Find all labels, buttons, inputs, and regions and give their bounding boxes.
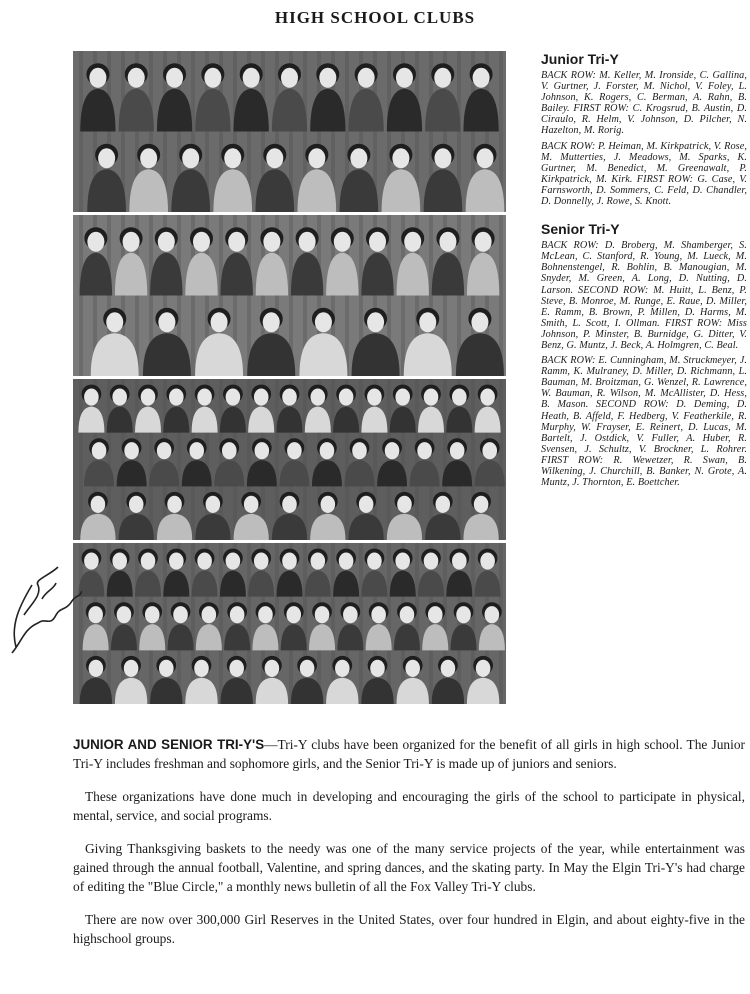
senior-roster-2: BACK ROW: E. Cunningham, M. Struckmeyer, J. Ramm, K. Mulraney, D. Miller, D. Richmann, L. Bauman, M. Broitzman, G. Wenzel, R. Lawrence, W. Bauman, R. Wilson, M. McAllister, D. Hess, B. Mason. SECOND ROW: D. Deming, D. Heath, B. Affeld, F. Hedberg, V. Featherkile, R. Murphy, W. Frayser, E. Reinert, D. Lucas, M. Bartelt, J. Ostdick, V. Fuller, A. Huber, R. Svensen, J. Schultz, V. Brockner, L. Rohrer. FIRST ROW: R. Wewetzer, R. Swan, B. Wilkening, J. Churchill, B. Banker, N. Grote, A. Muntz, J. Thornton, E. Boettcher. (541, 355, 747, 489)
article-lead-text: —Tri-Y clubs have been organized for the benefit of all girls in high school. The Junior Tri-Y includes freshman and sophomore girls, and the Senior Tri-Y is made up of juniors and seniors. (73, 737, 745, 771)
article-paragraph-2: These organizations have done much in developing and encouraging the girls of the school to participate in physical, mental, service, and social programs. (73, 789, 745, 823)
article-paragraph-1 (73, 735, 745, 773)
article-paragraph-3: Giving Thanksgiving baskets to the needy was one of the many service projects of the year, while entertainment was gained through the annual football, Valentine, and spring dances, and the skating party. In May the Elgin Tri-Y's had charge of editing the "Blue Circle," a monthly news bulletin of all the Fox Valley Tri-Y clubs. (73, 841, 745, 894)
handwritten-signature (2, 555, 82, 655)
club-photo-4 (73, 543, 506, 704)
article-body (73, 735, 745, 962)
junior-roster-1: BACK ROW: M. Keller, M. Ironside, C. Gallina, V. Gurtner, J. Forster, M. Nichol, V. Foley, L. Johnson, K. Rogers, C. Berman, A. Rahn, B. Bailey. FIRST ROW: C. Krogsrud, B. Austin, D. Ciraulo, R. Helm, V. Johnson, D. Pilcher, N. Hazelton, M. Rorig. (541, 70, 747, 137)
club-photo-3 (73, 379, 506, 540)
junior-triy-heading: Junior Tri-Y (541, 51, 619, 67)
junior-roster-2: BACK ROW: P. Heiman, M. Kirkpatrick, V. Rose, M. Mutterties, J. Meadows, M. Sparks, K. Gurtner, M. Benedict, M. Greenawalt, P. Kirkpatrick, M. Kirk. FIRST ROW: G. Case, V. Farnsworth, D. Sommers, C. Feld, D. Chandler, D. Donnelly, J. Rowe, S. Knott. (541, 140, 747, 208)
senior-roster-1: BACK ROW: D. Broberg, M. Shamberger, S. McLean, C. Stanford, R. Young, M. Lueck, M. Bohnenstengel, R. Bohlin, B. Manougian, M. Snyder, M. Green, A. Long, D. Nutting, D. Larson. SECOND ROW: M. Huitt, L. Benz, P. Steve, B. Monroe, M. Runge, E. Raue, D. Miller, E. Ramm, B. Brown, P. Millen, D. Harms, M. Smith, L. Scott, I. Ollman. FIRST ROW: Miss Johnson, P. Minster, B. Burnidge, G. Ditter, V. Benz, G. Muntz, J. Beck, A. Holmgren, C. Beal. (541, 240, 747, 351)
article-lead: JUNIOR AND SENIOR TRI-Y'S (73, 737, 265, 752)
senior-triy-heading: Senior Tri-Y (541, 221, 620, 238)
page-title: HIGH SCHOOL CLUBS (274, 8, 476, 27)
club-photo-1 (73, 51, 506, 212)
photo-column (73, 51, 506, 707)
club-photo-2 (73, 215, 506, 376)
sidebar-roster (541, 51, 747, 492)
article-paragraph-4: There are now over 300,000 Girl Reserves in the United States, over four hundred in Elgin, and about eighty-five in the highschool groups. (73, 912, 745, 946)
